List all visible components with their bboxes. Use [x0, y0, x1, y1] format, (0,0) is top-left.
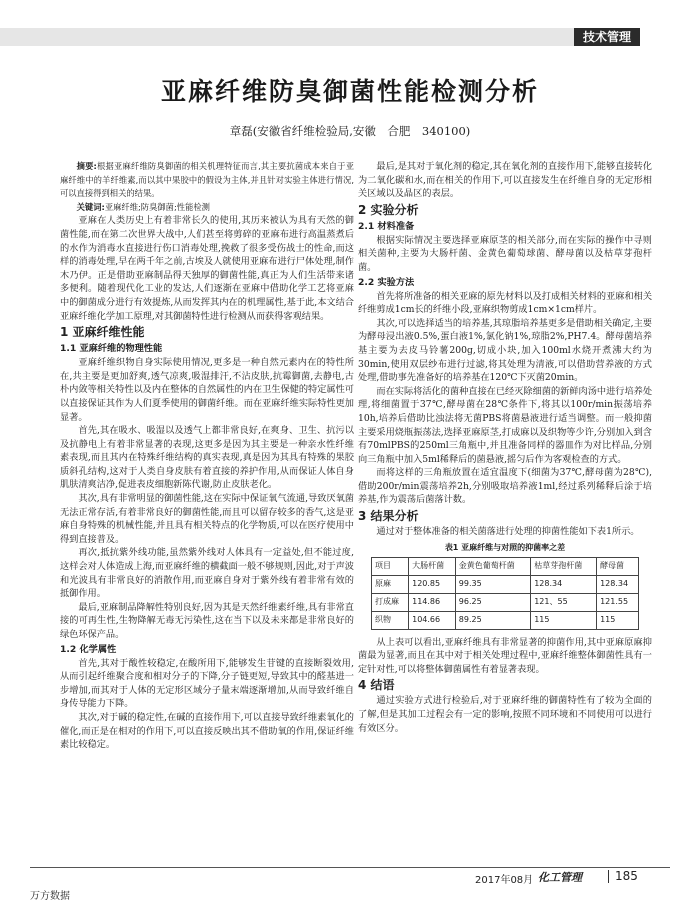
table-cell: 104.66 [409, 611, 456, 629]
table-cell: 121.55 [597, 593, 639, 611]
subsection-heading: 1.1 亚麻纤维的物理性能 [60, 343, 163, 355]
table-cell: 114.86 [409, 593, 456, 611]
paragraph: 通过实验方式进行检验后,对于亚麻纤维的御菌特性有了较为全面的了解,但是其加工过程会有一定的影响,按照不同环境和不同使用可以进行有效区分。 [358, 695, 652, 734]
footer-magazine: 化工管理 [538, 871, 582, 884]
right-column [358, 160, 652, 735]
paragraph: 其次,对于碱的稳定性,在碱的直接作用下,可以直接导致纤维素氧化的催化,而正是在相对的作用下,可以直接反映出其不借助氧的作用,保证纤维素比较稳定。 [60, 711, 354, 751]
section-label: 技术管理 [574, 28, 640, 46]
paragraph: 其次,具有非常明显的御菌性能,这在实际中保证氧气流通,导致厌氧菌无法正常存活,有着非常良好的御菌性能,而且可以留存较多的香气,这是亚麻自身特殊的机械性能,并且具有相关特点的化学物质,可以在医疗使用中得到直接普及。 [60, 493, 354, 545]
paragraph: 根据实际情况主要选择亚麻原茎的相关部分,而在实际的操作中寻则相关菌种,主要为大肠杆菌、金黄色葡萄球菌、酵母菌以及枯草芽孢杆菌。 [358, 234, 652, 273]
table-cell: 115 [531, 611, 597, 629]
header-bar [0, 28, 640, 46]
table-row [372, 611, 639, 629]
table-cell: 99.35 [455, 575, 530, 593]
keywords [60, 201, 354, 215]
paragraph: 最后,是其对于氧化剂的稳定,其在氧化剂的直接作用下,能够直接转化为二氧化碳和水,而在相关的作用下,可以直接发生在纤维自身的无定形相关区域以及晶区的表层。 [358, 161, 652, 200]
table-header-cell: 金黄色葡萄杆菌 [455, 557, 530, 575]
table-cell: 128.34 [531, 575, 597, 593]
abstract [60, 160, 354, 201]
abstract-label: 摘要: [76, 161, 97, 171]
page-number: 185 [615, 869, 638, 883]
footer-date: 2017年08月 [475, 875, 534, 886]
subsection-heading: 1.2 化学属性 [60, 643, 117, 655]
paragraph: 再次,抵抗紫外线功能,虽然紫外线对人体具有一定益处,但不能过度,这样会对人体造成上海,而亚麻纤维的横截面一般不够规则,因此,对于声波和光波具有非常良好的消散作用,而亚麻自身对于紫外线有着非常有效的抵御作用。 [60, 547, 354, 600]
article-title: 亚麻纤维防臭御菌性能检测分析 [160, 77, 539, 106]
table-header-cell: 大肠杆菌 [409, 557, 456, 575]
table-cell: 121、55 [531, 593, 597, 611]
keywords-text: 亚麻纤维;防臭御菌;性能检测 [104, 201, 210, 212]
section-heading: 2 实验分析 [358, 202, 419, 217]
table-cell: 原麻 [372, 575, 409, 593]
table-cell: 织物 [372, 611, 409, 629]
footer-source: 万方数据 [30, 891, 70, 902]
table-cell: 89.25 [455, 611, 530, 629]
table-cell: 120.85 [409, 575, 456, 593]
keywords-label: 关键词: [76, 201, 105, 212]
paragraph: 亚麻纤维织物自身实际使用情况,更多是一种自然元素内在的特性所在,共主要是更加舒爽,透气凉爽,吸湿排汗,不沾皮肤,抗霉御菌,去静电,古朴内敛等相关特性以及内在整体的自然属性的内在卫生保健的特定属性可以直接保证其作为人们夏季使用的御菌纤维。而在亚麻纤维实际特性更加显著。 [60, 357, 354, 423]
subsection-heading: 2.2 实验方法 [358, 276, 415, 288]
footer-separator [608, 870, 609, 883]
table-header-cell: 酵母菌 [597, 557, 639, 575]
left-column [60, 160, 354, 752]
subsection-heading: 2.1 材料准备 [358, 220, 415, 232]
table-header-cell: 项目 [372, 557, 409, 575]
table-cell: 128.34 [597, 575, 639, 593]
paragraph: 首先,其对于酸性较稳定,在酸所用下,能够发生苷键的直接断裂效用,从而引起纤维聚合度和相对分子的下降,分子链更短,导致其中的醛基进一步增加,而其对于人体的无定形区域分子量末端逐渐增加,从而导致纤维自身传导能力下降。 [60, 657, 354, 710]
footer-divider [30, 867, 670, 868]
table-cell: 打成麻 [372, 593, 409, 611]
results-table [371, 557, 639, 630]
paragraph: 从上表可以看出,亚麻纤维具有非常显著的抑菌作用,其中亚麻原麻抑菌最为显著,而且在其中对于相关处理过程中,亚麻纤维整体御菌性具有一定针对性,可以将整体御菌属性有着显著表现。 [358, 636, 652, 675]
paragraph: 其次,可以选择适当的培养基,其琼脂培养基更多是借助相关确定,主要为酵母浸出液0.5%,蛋白液1%,氯化钠1%,琼脂2%,PH7.4。酵母菌培养基主要为去皮马铃薯200g,切成小块,加入100ml水烧开煮沸大约为30min,使用双层纱布进行过滤,将其处理为清液,可以借助营养液的方式处理,借助事先准备好的培养基在120℃下灭菌20min。 [358, 317, 652, 384]
intro-paragraph: 亚麻在人类历史上有着非常长久的使用,其历来被认为具有天然的御菌性能,而在第二次世界大战中,人们甚至将剪碎的亚麻布进行高温蒸煮后的水作为消毒水直接进行伤口消毒处理,挽救了很多受伤战士的性命,而这样的消毒处理,早在两千年之前,古埃及人就使用亚麻布进行尸体处理,制作木乃伊。正是借助亚麻制品得天独厚的御菌性能,真正为人们生活带来诸多便利。随着现代化工业的发达,人们逐渐在亚麻中借助化学工艺将亚麻中的御菌成分进行有效提炼,从而发挥其内在的机理属性,基于此,本文结合亚麻纤维化学加工原理,对其御菌特性进行检测从而获得客观结果。 [60, 215, 354, 322]
paragraph: 最后,亚麻制品降解性特别良好,因为其是天然纤维素纤维,具有非常直接的可再生性,生物降解无毒无污染性,这在当下以及未来都是非常良好的绿色环保产品。 [60, 601, 354, 640]
table-header-row [372, 557, 639, 575]
paragraph: 而在实际将活化的菌种直接在已经灭除细菌的新鲜肉汤中进行培养处理,将细菌置于37℃,酵母菌在28℃条件下,将其以100r/min振荡培养10h,培养后借助比浊法将无菌PBS将菌悬液进行适当调整。而一般抑菌主要采用烧瓶振荡法,选择亚麻原茎,打成麻以及织物等少许,分别加入到含有70mlPBS的250ml三角瓶中,并且准备同样的器皿作为对比样品,分别向三角瓶中加入5ml稀释后的菌悬液,摇匀后作为客观检查的方式。 [358, 385, 653, 465]
article-authors: 章磊(安徽省纤维检验局,安徽 合肥 340100) [229, 124, 471, 138]
abstract-text: 根据亚麻纤维防臭御菌的相关机理特征而言,其主要抗菌成本来自于亚麻纤维中的羊纤维素,而以其中果胶中的假设为主体,并且针对实验主体进行情况,可以直接得到相关的结果。 [60, 161, 354, 199]
section-heading: 3 结果分析 [358, 509, 419, 524]
paragraph: 而将这样的三角瓶放置在适宜温度下(细菌为37℃,酵母菌为28℃),借助200r/min震荡培养2h,分别吸取培养液1ml,经过系列稀释后涂于培养基,作为震荡后菌落计数。 [358, 467, 652, 506]
table-row [372, 575, 639, 593]
table-row [372, 593, 639, 611]
paragraph: 首先将所准备的相关亚麻的原先材料以及打成相关材料的亚麻和相关纤维剪成1cm长的纤维小段,亚麻织物剪成1cm×1cm样片。 [358, 290, 653, 316]
paragraph: 首先,其在吸水、吸湿以及透气上都非常良好,在爽身、卫生、抗污以及抗静电上有着非常显著的表现,这更多是因为其主要是一种亲水性纤维素表现,而且其内在特殊纤维结构的真实表现,真是因为其具有特殊的果胶质斜孔结构,这对于人类自身皮肤有着直接的养护作用,从而保证人体自身肌肤清爽洁净,促进表皮细胞新陈代谢,防止皮肤老化。 [60, 425, 354, 491]
table-caption: 表1 亚麻纤维与对照的抑菌率之差 [444, 542, 566, 552]
table-header-cell: 枯草芽孢杆菌 [531, 557, 597, 575]
section-heading: 1 亚麻纤维性能 [60, 325, 145, 340]
section-heading: 4 结语 [358, 678, 395, 693]
table-cell: 96.25 [455, 593, 530, 611]
table-cell: 115 [597, 611, 639, 629]
paragraph: 通过对于整体准备的相关菌落进行处理的抑菌性能如下表1所示。 [376, 526, 640, 538]
